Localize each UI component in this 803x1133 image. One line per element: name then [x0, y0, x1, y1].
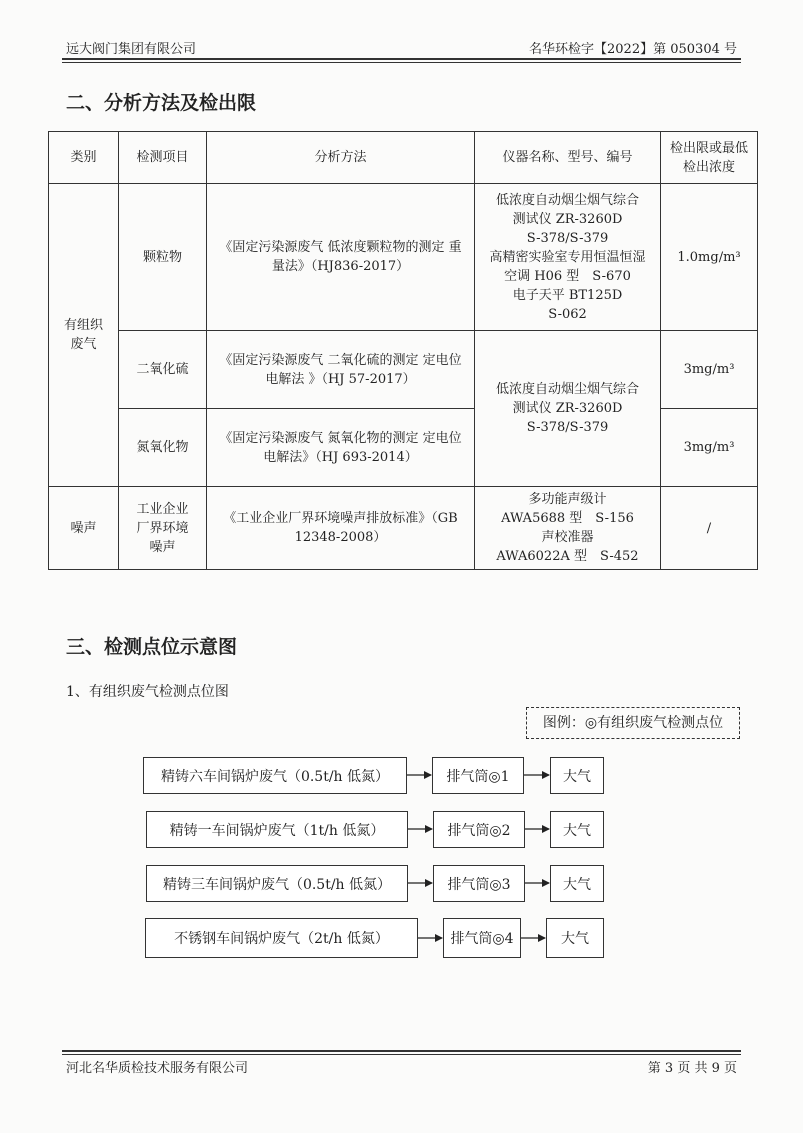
analysis-methods-table	[48, 131, 758, 570]
footer-organization: 河北名华质检技术服务有限公司	[66, 1061, 249, 1076]
flow-source-2: 精铸一车间锅炉废气（1t/h 低氮）	[146, 811, 408, 848]
col-header-category: 类别	[49, 132, 119, 184]
item-particulate: 颗粒物	[119, 184, 207, 331]
col-header-limit: 检出限或最低检出浓度	[661, 132, 758, 184]
header-company: 远大阀门集团有限公司	[66, 42, 197, 57]
flow-stack-2: 排气筒◎2	[433, 811, 525, 848]
method-noise: 《工业企业厂界环境噪声排放标准》（GB 12348-2008）	[207, 487, 475, 570]
footer-divider	[62, 1050, 741, 1052]
col-header-method: 分析方法	[207, 132, 475, 184]
footer-page-number: 第 3 页 共 9 页	[647, 1061, 737, 1076]
limit-nox: 3mg/m³	[661, 409, 758, 487]
flow-dest-1: 大气	[550, 757, 604, 794]
instrument-so2-nox: 低浓度自动烟尘烟气综合 测试仪 ZR-3260D S-378/S-379	[475, 331, 661, 487]
method-nox: 《固定污染源废气 氮氧化物的测定 定电位电解法》（HJ 693-2014）	[207, 409, 475, 487]
subsection-title: 1、有组织废气检测点位图	[66, 684, 229, 700]
flow-stack-1: 排气筒◎1	[432, 757, 524, 794]
col-header-item: 检测项目	[119, 132, 207, 184]
header-divider	[62, 58, 741, 60]
section-title-analysis-methods: 二、分析方法及检出限	[66, 92, 257, 114]
flow-source-3: 精铸三车间锅炉废气（0.5t/h 低氮）	[146, 865, 408, 902]
limit-noise: /	[661, 487, 758, 570]
flow-source-4: 不锈钢车间锅炉废气（2t/h 低氮）	[145, 918, 418, 958]
instrument-noise: 多功能声级计 AWA5688 型 S-156 声校准器 AWA6022A 型 S-452	[475, 487, 661, 570]
table-row	[49, 331, 758, 409]
item-nox: 氮氧化物	[119, 409, 207, 487]
method-particulate: 《固定污染源废气 低浓度颗粒物的测定 重量法》（HJ836-2017）	[207, 184, 475, 331]
flow-dest-4: 大气	[546, 918, 604, 958]
footer-divider-thin	[62, 1054, 741, 1055]
header-divider-thin	[62, 62, 741, 63]
limit-so2: 3mg/m³	[661, 331, 758, 409]
table-row	[49, 487, 758, 570]
flow-stack-4: 排气筒◎4	[443, 918, 521, 958]
instrument-particulate: 低浓度自动烟尘烟气综合 测试仪 ZR-3260D S-378/S-379 高精密实验室专用恒温恒湿 空调 H06 型 S-670 电子天平 BT125D S-062	[475, 184, 661, 331]
flow-source-1: 精铸六车间锅炉废气（0.5t/h 低氮）	[143, 757, 407, 794]
header-report-number: 名华环检字【2022】第 050304 号	[529, 42, 737, 57]
col-header-instrument: 仪器名称、型号、编号	[475, 132, 661, 184]
method-so2: 《固定污染源废气 二氧化硫的测定 定电位电解法 》（HJ 57-2017）	[207, 331, 475, 409]
flow-dest-2: 大气	[550, 811, 604, 848]
flow-stack-3: 排气筒◎3	[433, 865, 525, 902]
item-noise: 工业企业厂界环境噪声	[119, 487, 207, 570]
legend-box: 图例：◎有组织废气检测点位	[526, 707, 740, 739]
table-header-row	[49, 132, 758, 184]
item-so2: 二氧化硫	[119, 331, 207, 409]
limit-particulate: 1.0mg/m³	[661, 184, 758, 331]
table-row	[49, 184, 758, 331]
category-noise: 噪声	[49, 487, 119, 570]
category-organized-gas: 有组织废气	[49, 184, 119, 487]
section-title-monitoring-points: 三、检测点位示意图	[66, 636, 238, 658]
flow-dest-3: 大气	[550, 865, 604, 902]
